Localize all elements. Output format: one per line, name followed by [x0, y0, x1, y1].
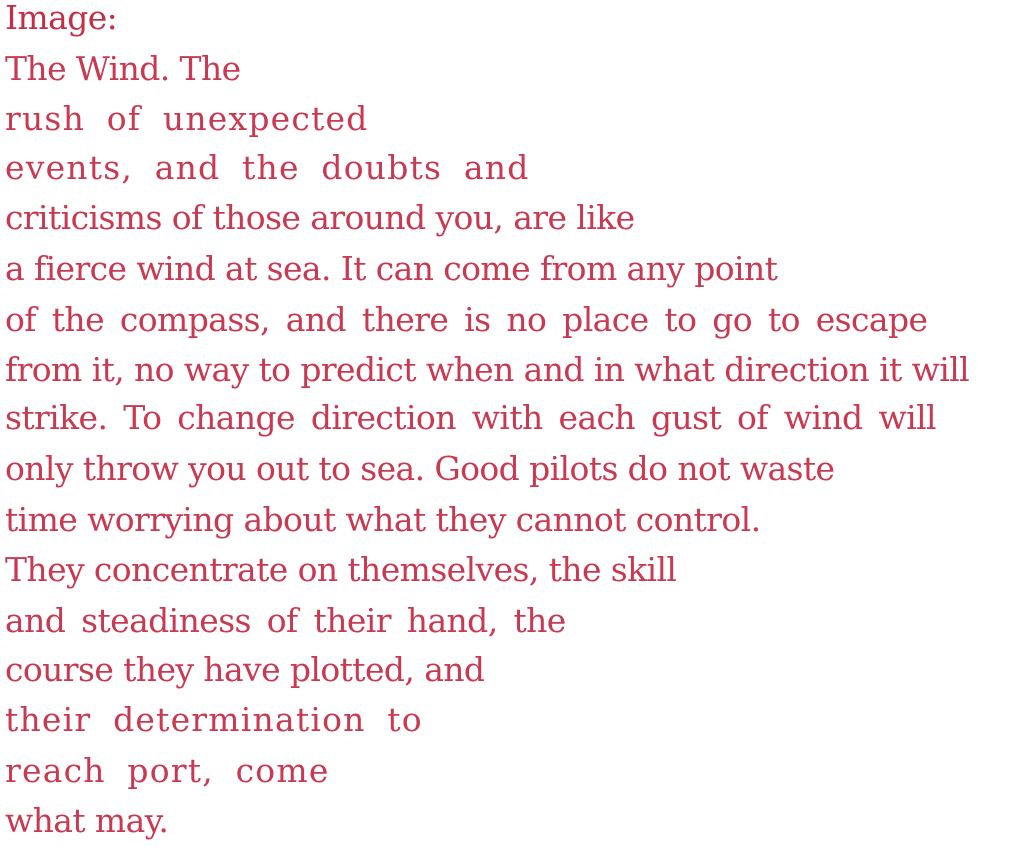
text-line-13: course they have plotted, and	[5, 650, 485, 689]
text-line-11: They concentrate on themselves, the skill	[5, 550, 677, 589]
text-line-9: only throw you out to sea. Good pilots do not waste	[5, 449, 835, 488]
text-line-3: events, and the doubts and	[5, 148, 530, 187]
text-line-15: reach port, come	[5, 751, 330, 790]
text-line-10: time worrying about what they cannot control.	[5, 500, 761, 539]
text-line-2: rush of unexpected	[5, 99, 369, 138]
text-line-4: criticisms of those around you, are like	[5, 198, 635, 237]
text-line-12: and steadiness of their hand, the	[5, 601, 566, 640]
text-line-1: The Wind. The	[5, 49, 241, 88]
text-line-7: from it, no way to predict when and in what direction it will	[5, 350, 970, 389]
text-line-16: what may.	[5, 801, 169, 840]
text-line-5: a fierce wind at sea. It can come from any point	[5, 249, 778, 288]
text-line-6: of the compass, and there is no place to go to escape	[5, 300, 928, 339]
text-line-14: their determination to	[5, 700, 423, 739]
text-line-8: strike. To change direction with each gust of wind will	[5, 398, 936, 437]
heading-label: Image:	[5, 0, 118, 37]
